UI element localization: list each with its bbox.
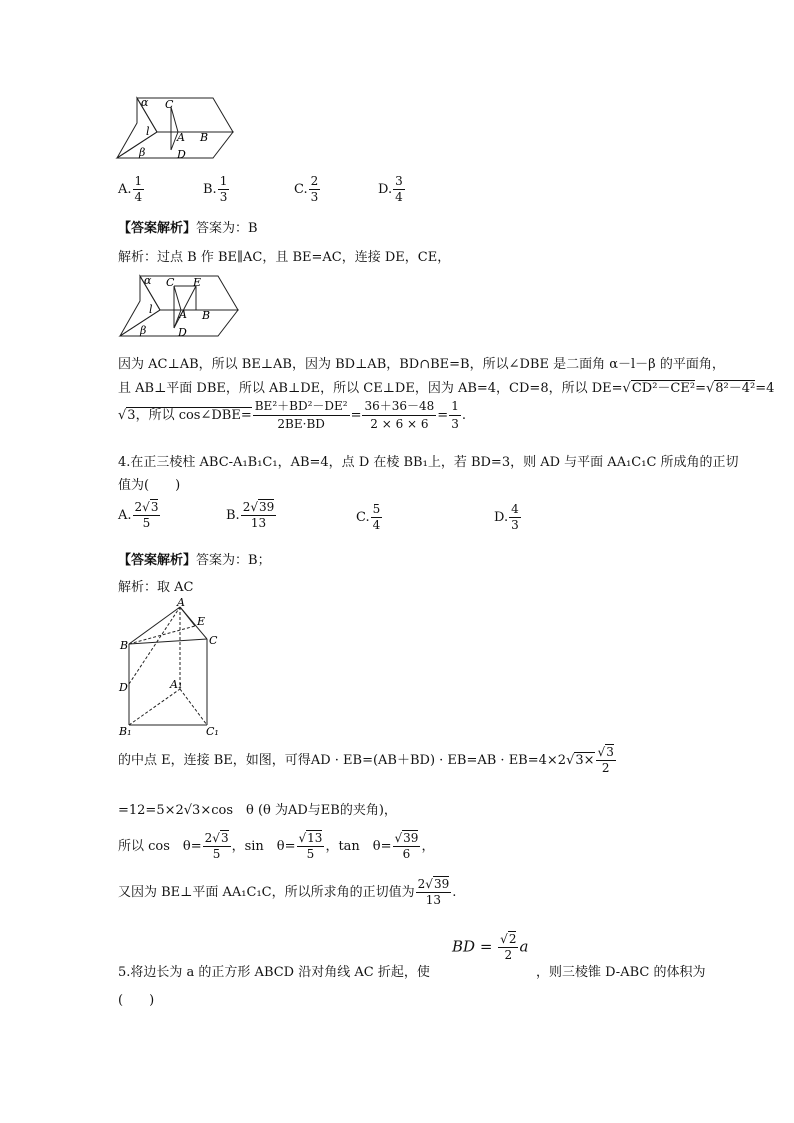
option-prefix: A. (118, 508, 132, 523)
fig1-label-c: C (165, 98, 174, 111)
radicand: 39 (403, 831, 419, 845)
q4-option-c[interactable] (356, 502, 383, 533)
option-prefix: A. (118, 182, 132, 197)
q4-option-d[interactable] (494, 502, 522, 533)
option-prefix: D. (494, 510, 509, 525)
q4-solution-intro: 解析：取 AC (118, 580, 194, 595)
denominator: 3 (451, 417, 459, 431)
option-prefix: B. (203, 182, 217, 197)
text: 的中点 E，连接 BE，如图，可得 (118, 753, 311, 768)
numerator: BE²＋BD²－DE² (254, 399, 348, 413)
vector-expression: AD · EB=(AB＋BD) · EB=AB · EB=4×2 (310, 753, 567, 768)
q3-option-a[interactable] (118, 174, 145, 205)
coefficient: 2 (134, 500, 143, 514)
denominator: 4 (372, 518, 381, 532)
denominator: 3 (219, 190, 228, 204)
numerator: 1 (134, 174, 143, 188)
radicand: 2 (508, 932, 517, 946)
formula-var: a (519, 937, 529, 956)
fig2-label-c: C (166, 276, 175, 289)
text: 又因为 BE⊥平面 AA₁C₁C，所以所求角的正切值为 (118, 885, 415, 900)
numerator: 5 (372, 502, 381, 516)
text: . (452, 885, 457, 900)
q4-stem-line1: 4.在正三棱柱 ABC-A₁B₁C₁，AB=4，点 D 在棱 BB₁上，若 BD=3，则 AD 与平面 AA₁C₁C 所成角的正切 (118, 455, 739, 470)
q3-solution-line1: 因为 AC⊥AB，所以 BE⊥AB，因为 BD⊥AB，BD∩BE=B，所以∠DBE 是二面角 α－l－β 的平面角， (118, 357, 725, 372)
answer-tag: 【答案解析】 (118, 553, 197, 568)
q5-stem-b: ，则三棱锥 D-ABC 的体积为 (536, 965, 706, 980)
q4-answer (118, 549, 271, 568)
q5-formula: BD = $\frac{√2}{2}$ a (452, 932, 529, 962)
answer-text: 答案为：B； (196, 553, 271, 568)
q3-answer (118, 217, 258, 236)
fig2-label-d: D (178, 326, 187, 339)
denominator: 5 (133, 515, 161, 531)
q4-option-b[interactable]: B. $\frac{2√39}{13}$ (226, 500, 275, 530)
q4-stem-line2: 值为( ) (118, 478, 181, 493)
fig1-label-beta: β (139, 146, 146, 159)
fig1-label-a: A (177, 131, 185, 144)
answer-tag: 【答案解析】 (118, 221, 197, 236)
q4-option-a[interactable]: A. $\frac{2√3}{5}$ (118, 500, 159, 530)
denominator: 4 (395, 190, 403, 204)
numerator: 4 (511, 502, 519, 516)
figure-dihedral-angle-1 (115, 95, 240, 163)
fig2-label-a: A (179, 308, 187, 321)
coefficient: 2 (242, 500, 251, 514)
denominator: 13 (241, 515, 277, 531)
text: ， (421, 839, 435, 854)
denominator: 3 (511, 518, 519, 532)
q5-stem-a: 5.将边长为 a 的正方形 ABCD 沿对角线 AC 折起，使 (118, 965, 430, 980)
radicand: 3 (606, 745, 614, 759)
radicand: 3 (150, 500, 159, 514)
figure-dihedral-angle-2 (118, 273, 248, 341)
q3-option-c[interactable] (294, 174, 321, 205)
denominator: 6 (393, 846, 421, 862)
option-prefix: B. (226, 508, 240, 523)
q3-solution-line2: 且 AB⊥平面 DBE，所以 AB⊥DE，所以 CE⊥DE，因为 AB=4，CD=8，所以 DE=√CD²－CE²=√8²－4²=4 (118, 381, 775, 396)
q5-stem-line2: ( ) (118, 993, 155, 1008)
fig2-label-beta: β (140, 324, 147, 337)
radicand: 39 (258, 500, 275, 514)
denominator: 3 (310, 190, 319, 204)
radicand: 39 (433, 877, 450, 891)
numerator: 1 (219, 174, 228, 188)
fig3-label-d: D (119, 681, 128, 694)
text: 3× (575, 753, 595, 768)
formula-lhs: BD (452, 937, 476, 956)
q3-solution-line3: √3，所以 cos∠DBE= $\frac{\text{BE²＋BD²－DE²}}{2BE\cdot BD}$ = $\frac{36+36-48}{2 \times 6 \times 6}$ = $\frac{1}{3}$ . (118, 399, 466, 431)
fig3-label-a: A (177, 597, 185, 609)
denominator: 2 × 6 × 6 (362, 415, 436, 433)
q3-option-b[interactable] (203, 174, 230, 205)
numerator: 2 (310, 174, 319, 188)
q4-solution-line4: 又因为 BE⊥平面 AA₁C₁C，所以所求角的正切值为 $\frac{2√39}{13}$ . (118, 877, 457, 907)
fig2-label-l: l (149, 303, 153, 316)
fig1-label-l: l (146, 125, 150, 138)
text: 且 AB⊥平面 DBE，所以 AB⊥DE，所以 CE⊥DE，因为 AB=4，CD=8，所以 DE= (118, 381, 623, 396)
fig2-label-alpha: α (144, 274, 152, 287)
q4-solution-line2: =12=5×2√3×cos θ (θ 为AD与EB的夹角)， (118, 803, 397, 818)
option-prefix: D. (378, 182, 393, 197)
denominator: 2 (498, 947, 518, 963)
fig2-label-b: B (202, 309, 211, 322)
text: ，tan θ= (325, 839, 392, 854)
coefficient: 2 (417, 877, 426, 891)
numerator: 36＋36－48 (364, 399, 435, 413)
fig1-label-b: B (200, 131, 209, 144)
text: = (695, 381, 706, 396)
denominator: 2 (596, 760, 616, 776)
text: 所以 cos θ= (118, 839, 202, 854)
radicand: 13 (307, 831, 323, 845)
denominator: 5 (297, 846, 325, 862)
fig3-label-e: E (197, 615, 206, 628)
option-prefix: C. (356, 510, 370, 525)
text: ，sin θ= (231, 839, 296, 854)
answer-text: 答案为：B (196, 221, 258, 236)
fig3-label-c1: C₁ (206, 725, 219, 738)
q3-solution-intro: 解析：过点 B 作 BE∥AC，且 BE=AC，连接 DE，CE， (118, 250, 451, 265)
fig2-label-e: E (193, 276, 202, 289)
fig1-label-alpha: α (141, 96, 149, 109)
q4-solution-line1: 的中点 E，连接 BE，如图，可得AD · EB=(AB＋BD) · EB=AB · EB=4×2√3× $\frac{√3}{2}$ (118, 745, 614, 775)
numerator: 3 (395, 174, 403, 188)
denominator: 2BE·BD (253, 415, 350, 433)
text: 3，所以 cos∠DBE= (127, 408, 252, 423)
text: =4 (755, 381, 775, 396)
numerator: 1 (451, 399, 459, 413)
fig3-label-b: B (120, 639, 129, 652)
option-prefix: C. (294, 182, 308, 197)
q3-option-d[interactable] (378, 174, 406, 205)
coefficient: 2 (204, 831, 213, 845)
fig1-label-d: D (177, 148, 186, 161)
figure-triangular-prism (112, 597, 227, 739)
fig3-label-a1: A₁ (170, 678, 183, 691)
radicand: CD²－CE² (631, 381, 696, 396)
denominator: 13 (416, 892, 452, 908)
radicand: 3 (220, 831, 229, 845)
denominator: 4 (134, 190, 143, 204)
fig3-label-b1: B₁ (119, 725, 132, 738)
fig3-label-c: C (209, 634, 218, 647)
denominator: 5 (203, 846, 231, 862)
radicand: 8²－4² (715, 381, 756, 396)
q4-solution-line3: 所以 cos θ= $\frac{2√3}{5}$ ，sin θ= $\frac{√13}{5}$ ，tan θ= $\frac{√39}{6}$ ， (118, 831, 435, 861)
